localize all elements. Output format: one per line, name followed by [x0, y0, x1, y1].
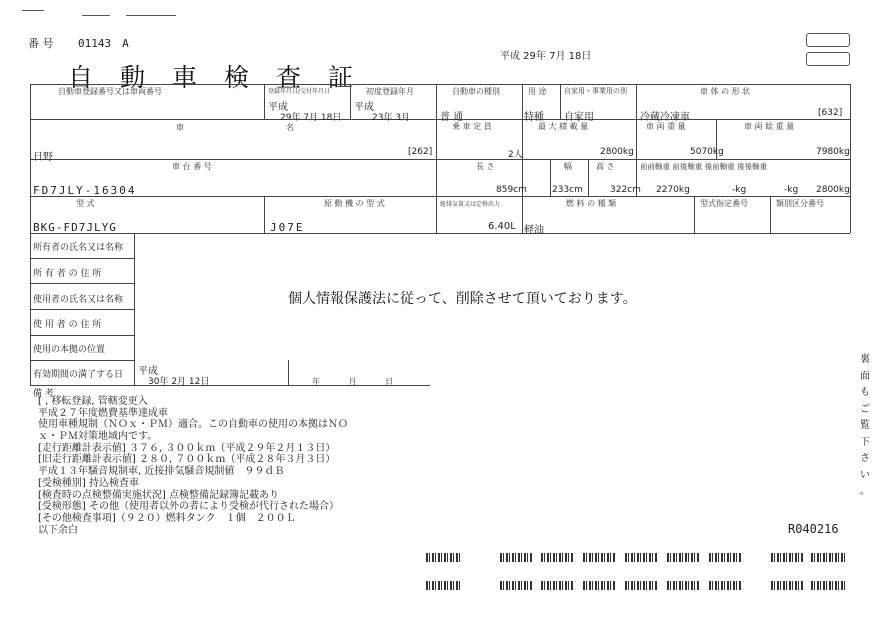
side-note-char: さ	[860, 453, 870, 464]
label-type-designation-number: 型式指定番号	[700, 199, 748, 208]
side-note-char: 下	[860, 436, 870, 448]
validity-sub-date: 年 月 日	[312, 377, 394, 386]
label-validity: 有効期間の満了する日	[33, 370, 124, 380]
label-class-number: 類別区分番号	[776, 199, 824, 208]
rear-rear-axle: 2800kg	[816, 185, 850, 195]
note-line: [受検形態] その他（使用者以外の者により受検が代行された場合）	[38, 501, 339, 513]
label-axle-weights: 前前軸重 前後軸重 後前軸重 後後軸重	[640, 162, 768, 171]
side-note-char: も	[860, 387, 870, 398]
first-registration-era: 平成	[354, 102, 374, 113]
label-registration-number: 自動車登録番号又は車両番号	[58, 87, 162, 96]
title-char: 自	[68, 63, 94, 92]
registration-era: 平成	[268, 102, 288, 113]
serial-prefix: 番 号	[28, 37, 54, 50]
fuel-type: 軽油	[524, 225, 544, 236]
label-displacement: 総排気量又は定格出力	[440, 201, 501, 208]
label-height: 高 さ	[596, 162, 615, 171]
note-line: [その他検査事項]（９２０）燃料タンク １個 ２００Ｌ	[38, 512, 296, 524]
note-line: [検査時の点検整備実施状況] 点検整備記録簿記載あり	[38, 489, 279, 501]
side-note-char: い	[860, 469, 870, 481]
vehicle-kind: 普 通	[440, 112, 464, 123]
label-capacity: 乗 車 定 員	[452, 122, 492, 131]
serial-value: 01143 A	[78, 37, 129, 50]
note-line: 平成２７年度燃費基準達成車	[38, 407, 168, 419]
length: 859cm	[496, 185, 527, 195]
height: 322cm	[610, 185, 641, 195]
first-registration-date: 23年 3月	[372, 113, 411, 123]
title-char: 検	[224, 63, 250, 92]
label-body-shape: 車 体 の 形 状	[700, 87, 751, 96]
notes-list	[38, 396, 348, 536]
label-owner-name: 所有者の氏名又は名称	[33, 243, 124, 253]
title-char: 証	[328, 63, 354, 92]
document-code: R040216	[788, 522, 839, 536]
side-note-char: 覧	[860, 420, 870, 431]
label-user-name: 使用者の氏名又は名称	[33, 295, 124, 305]
stamp-icon	[806, 52, 850, 66]
chassis-number: FD7JLY-16304	[33, 184, 137, 197]
label-user-address: 使 用 者 の 住 所	[33, 320, 102, 330]
gross-weight: 7980kg	[816, 147, 850, 157]
note-line: [旧走行距離計表示値] ２８０, ７００ｋｍ（平成２８年３月３日）	[38, 454, 336, 466]
side-note-char: 面	[860, 370, 870, 382]
note-line: ｘ・ＰＭ対策地域内です。	[38, 431, 158, 443]
front-front-axle: 2270kg	[656, 185, 690, 195]
rear-front-axle: -kg	[784, 185, 799, 195]
engine-model: J07E	[270, 221, 305, 234]
side-note-char: 。	[860, 486, 870, 497]
label-width: 幅	[564, 162, 572, 171]
label-model: 型 式	[76, 199, 95, 208]
label-name: 名	[286, 123, 294, 132]
label-chassis-number: 車 台 番 号	[172, 162, 212, 171]
note-line: [ , 移転登録, 管轄変更入	[38, 396, 148, 407]
maker-code: [262]	[408, 147, 433, 157]
label-engine-model: 原 動 機 の 型 式	[324, 199, 385, 208]
note-line: [走行距離計表示値] ３７６, ３００ｋｍ（平成２９年２月１３日）	[38, 442, 336, 454]
note-line: [受検種別] 持込検査車	[38, 477, 139, 489]
label-fuel-type: 燃 料 の 種 類	[566, 199, 617, 208]
privacy-notice: 個人情報保護法に従って、削除させて頂いております。	[288, 291, 637, 307]
label-first-registration: 初度登録年月	[366, 87, 414, 96]
front-rear-axle: -kg	[732, 185, 747, 195]
note-line: 以下余白	[38, 524, 78, 536]
vehicle-weight: 5070kg	[690, 147, 724, 157]
label-notes: 備 考	[33, 389, 54, 399]
title-char: 車	[172, 63, 198, 92]
label-length: 長 さ	[476, 162, 495, 171]
validity-date: 30年 2月 12日	[148, 377, 210, 387]
label-car: 車	[176, 123, 184, 132]
title-char: 査	[276, 63, 302, 92]
issue-date: 平成 29年 7月 18日	[500, 51, 592, 62]
passenger-capacity: 2人	[508, 150, 523, 160]
note-line: 使用車種規制（ＮＯｘ・ＰＭ）適合。この自動車の使用の本拠はＮＯ	[38, 419, 348, 431]
vehicle-model: BKG-FD7JLYG	[33, 221, 117, 234]
body-shape: 冷蔵冷凍車	[640, 112, 690, 123]
side-note	[858, 352, 872, 501]
label-max-load: 最 大 積 載 量	[538, 122, 589, 131]
label-vehicle-kind: 自動車の種別	[452, 87, 500, 96]
label-private-business: 自家用・事業用の別	[564, 87, 627, 95]
validity-era: 平成	[138, 366, 158, 377]
label-owner-address: 所 有 者 の 住 所	[33, 269, 102, 279]
label-vehicle-weight: 車 両 重 量	[646, 122, 686, 131]
body-shape-code: [632]	[818, 108, 843, 118]
side-note-char: ご	[860, 403, 870, 415]
side-note-char: 裏	[860, 354, 870, 365]
registration-date: 29年 7月 18日	[280, 113, 342, 123]
logo-icon	[806, 33, 850, 47]
title-char: 動	[120, 63, 146, 92]
label-use: 用 途	[528, 87, 547, 96]
displacement: 6.40L	[488, 221, 516, 232]
vehicle-use: 特種	[524, 112, 544, 123]
note-line: 平成１３年騒音規制車, 近接排気騒音規制値 ９９ｄＢ	[38, 466, 285, 478]
max-load: 2800kg	[600, 147, 634, 157]
private-business: 自家用	[564, 112, 594, 123]
label-base-location: 使用の本拠の位置	[33, 345, 106, 355]
label-gross-weight: 車 両 総 重 量	[744, 122, 795, 131]
width: 233cm	[552, 185, 583, 195]
vehicle-maker: 日野	[33, 152, 53, 163]
label-registration-date: 登録年月日/交付年月日	[268, 88, 331, 95]
